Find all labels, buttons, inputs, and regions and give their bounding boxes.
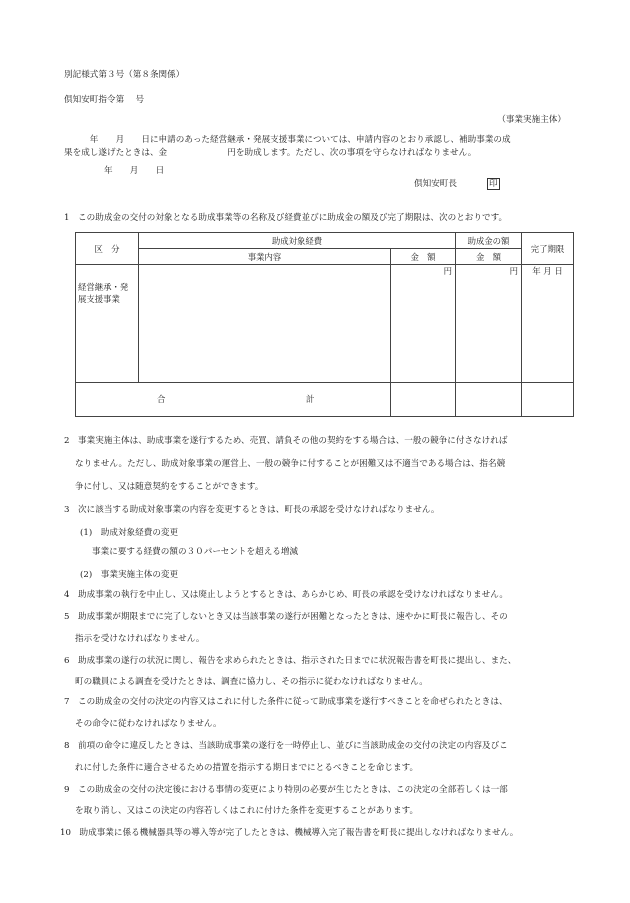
item-8-line-1: 8 前項の命令に違反したときは、当該助成事業の遂行を一時停止し、並びに当該助成金の交付の決定の内容及びこ: [64, 741, 508, 751]
item-1: 1 この助成金の交付の対象となる助成事業等の名称及び経費並びに助成金の額及び完了期限は、次のとおりです。: [64, 213, 508, 223]
item-10: 10 助成事業に係る機械器具等の導入等が完了したときは、機械導入完了報告書を町長に提出しなければなりません。: [60, 828, 519, 838]
table-row: [76, 265, 574, 383]
item-6-line-1: 6 助成事業の遂行の状況に関し、報告を求められたときは、指示された日までに状況報告書を町長に提出し、また、: [64, 656, 517, 666]
total-amount: [391, 383, 456, 417]
item-2-line-3: 争に付し、又は随意契約をすることができます。: [75, 482, 264, 492]
item-3-sub-1-detail: 事業に要する経費の額の３０パーセントを超える増減: [92, 547, 299, 557]
recipient-label: （事業実施主体）: [497, 115, 566, 125]
row-deadline: 年 月 日: [522, 265, 574, 383]
total-label: [76, 383, 391, 417]
form-label: 別記様式第３号（第８条関係）: [64, 70, 185, 80]
intro-line-1: 年 月 日に申請のあった経営継承・発展支援事業については、申請内容のとおり承認し、補助事業の成: [64, 135, 511, 145]
header-expense-group: 助成対象経費: [139, 233, 456, 249]
header-subsidy-amount: 金 額: [456, 249, 522, 265]
item-2-line-1: 2 事業実施主体は、助成事業を遂行するため、売買、請負その他の契約をする場合は、一般の競争に付さなければ: [64, 436, 508, 446]
directive-number: 倶知安町指令第 号: [64, 95, 145, 105]
table-total-row: [76, 383, 574, 417]
item-5-line-1: 5 助成事業が期限までに完了しないとき又は当該事業の遂行が困難となったときは、速やかに町長に報告し、その: [64, 612, 508, 622]
mayor-signature: [414, 178, 500, 190]
total-right: 計: [306, 394, 315, 404]
item-4: 4 助成事業の執行を中止し、又は廃止しようとするときは、あらかじめ、町長の承認を受けなければなりません。: [64, 590, 508, 600]
item-3-sub-2: (2) 事業実施主体の変更: [80, 570, 179, 580]
header-deadline: 完了期限: [522, 233, 574, 265]
item-9-line-1: 9 この助成金の交付の決定後における事情の変更により特別の必要が生じたときは、この決定の全部若しくは一部: [64, 785, 508, 795]
intro-line-2: 果を成し遂げたときは、金 円を助成します。ただし、次の事項を守らなければなりません。: [64, 148, 477, 158]
subsidy-table: [75, 232, 574, 417]
table-header-row-2: [76, 249, 574, 265]
total-left: 合: [157, 394, 166, 404]
total-deadline: [522, 383, 574, 417]
header-amount: 金 額: [391, 249, 456, 265]
row-category: 経営継承・発展支援事業: [76, 265, 139, 383]
item-6-line-2: 町の職員による調査を受けたときは、調査に協力し、その指示に従わなければなりません。: [75, 677, 428, 687]
issue-date: 年 月 日: [104, 166, 165, 176]
header-business-content: 事業内容: [139, 249, 391, 265]
header-subsidy-group: 助成金の額: [456, 233, 522, 249]
item-7-line-1: 7 この助成金の交付の決定の内容又はこれに付した条件に従って助成事業を遂行すべきことを命ぜられたときは、: [64, 697, 508, 707]
item-9-line-2: を取り消し、又はこの決定の内容若しくはこれに付けた条件を変更することがあります。: [75, 806, 419, 816]
mayor-title: 倶知安町長: [414, 179, 457, 189]
item-7-line-2: その命令に従わなければなりません。: [75, 719, 222, 729]
header-category: 区 分: [76, 233, 139, 265]
total-subsidy: [456, 383, 522, 417]
row-subsidy-amount: 円: [456, 265, 522, 383]
item-3-sub-1: (1) 助成対象経費の変更: [80, 528, 179, 538]
item-8-line-2: れに付した条件に適合させるための措置を指示する期日までにとるべきことを命じます。: [75, 763, 419, 773]
row-amount: 円: [391, 265, 456, 383]
seal-stamp: 印: [488, 179, 498, 189]
item-2-line-2: なりません。ただし、助成対象事業の運営上、一般の競争に付することが困難又は不適当である場合は、指名競: [75, 459, 506, 469]
row-business-content: [139, 265, 391, 383]
item-5-line-2: 指示を受けなければなりません。: [75, 634, 205, 644]
table-header-row-1: [76, 233, 574, 249]
item-3: 3 次に該当する助成対象事業の内容を変更するときは、町長の承認を受けなければなりません。: [64, 505, 440, 515]
